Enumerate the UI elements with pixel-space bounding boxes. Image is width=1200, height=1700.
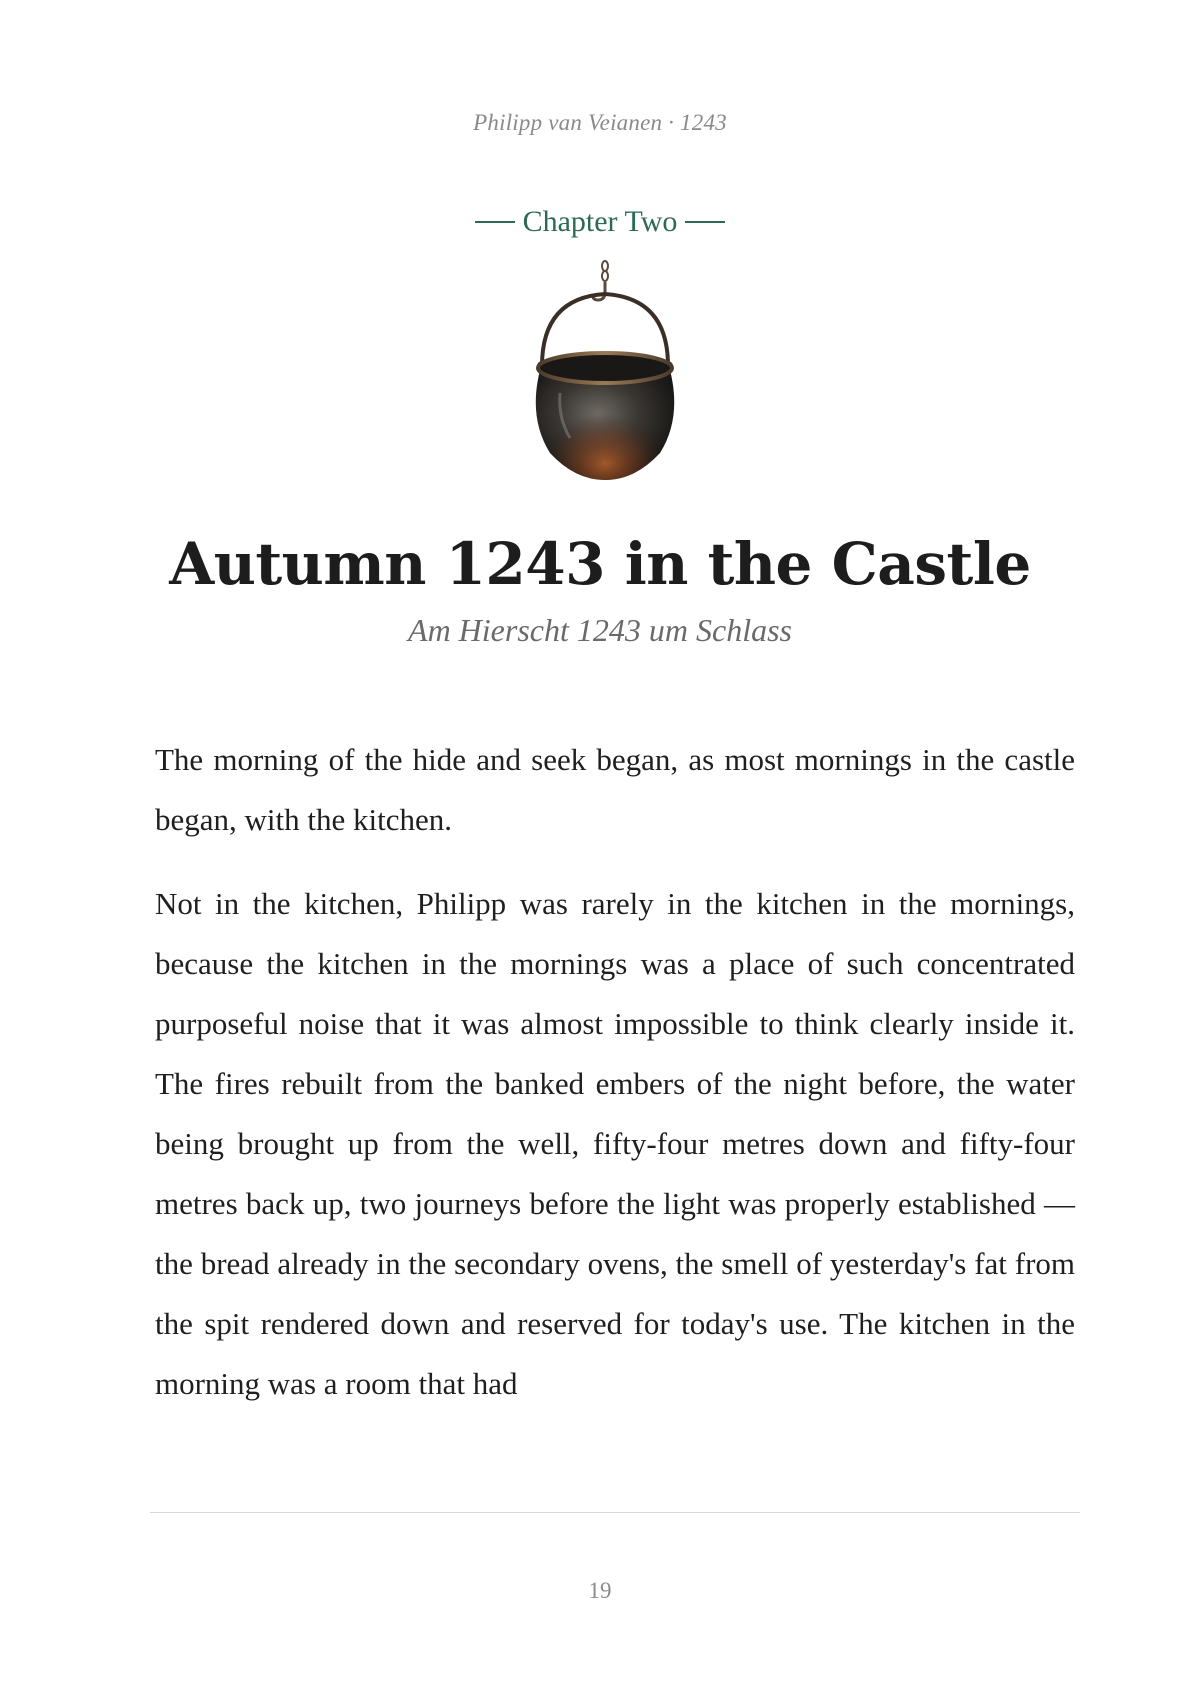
paragraph: Not in the kitchen, Philipp was rarely in the kitchen in the mornings, because the kitchen in the mornings was a place of such concentrated purposeful noise that it was almost impossible to think clearly inside it. The fires rebuilt from the banked embers of the night before, the water being brought up from the well, fifty-four metres down and fifty-four metres back up, two journeys before the light was properly established — the bread already in the secondary ovens, the smell of yesterday's fat from the spit rendered down and reserved for today's use. The kitchen in the morning was a room that had bbox=[155, 886, 1075, 1401]
footer-divider bbox=[150, 1512, 1080, 1513]
chapter-subtitle: Am Hierscht 1243 um Schlass bbox=[408, 612, 792, 648]
cauldron-icon bbox=[520, 258, 690, 503]
paragraph: The morning of the hide and seek began, as most mornings in the castle began, with the kitchen. bbox=[155, 742, 1075, 837]
running-head: Philipp van Veianen · 1243 bbox=[473, 110, 727, 135]
chapter-label bbox=[0, 205, 1200, 239]
page-number: 19 bbox=[588, 1578, 612, 1603]
chapter-title: Autumn 1243 in the Castle bbox=[169, 530, 1031, 598]
chapter-rule-right bbox=[685, 221, 725, 223]
chapter-label-text: Chapter Two bbox=[522, 205, 678, 238]
body-text bbox=[155, 730, 1075, 1438]
chapter-rule-left bbox=[475, 221, 515, 223]
